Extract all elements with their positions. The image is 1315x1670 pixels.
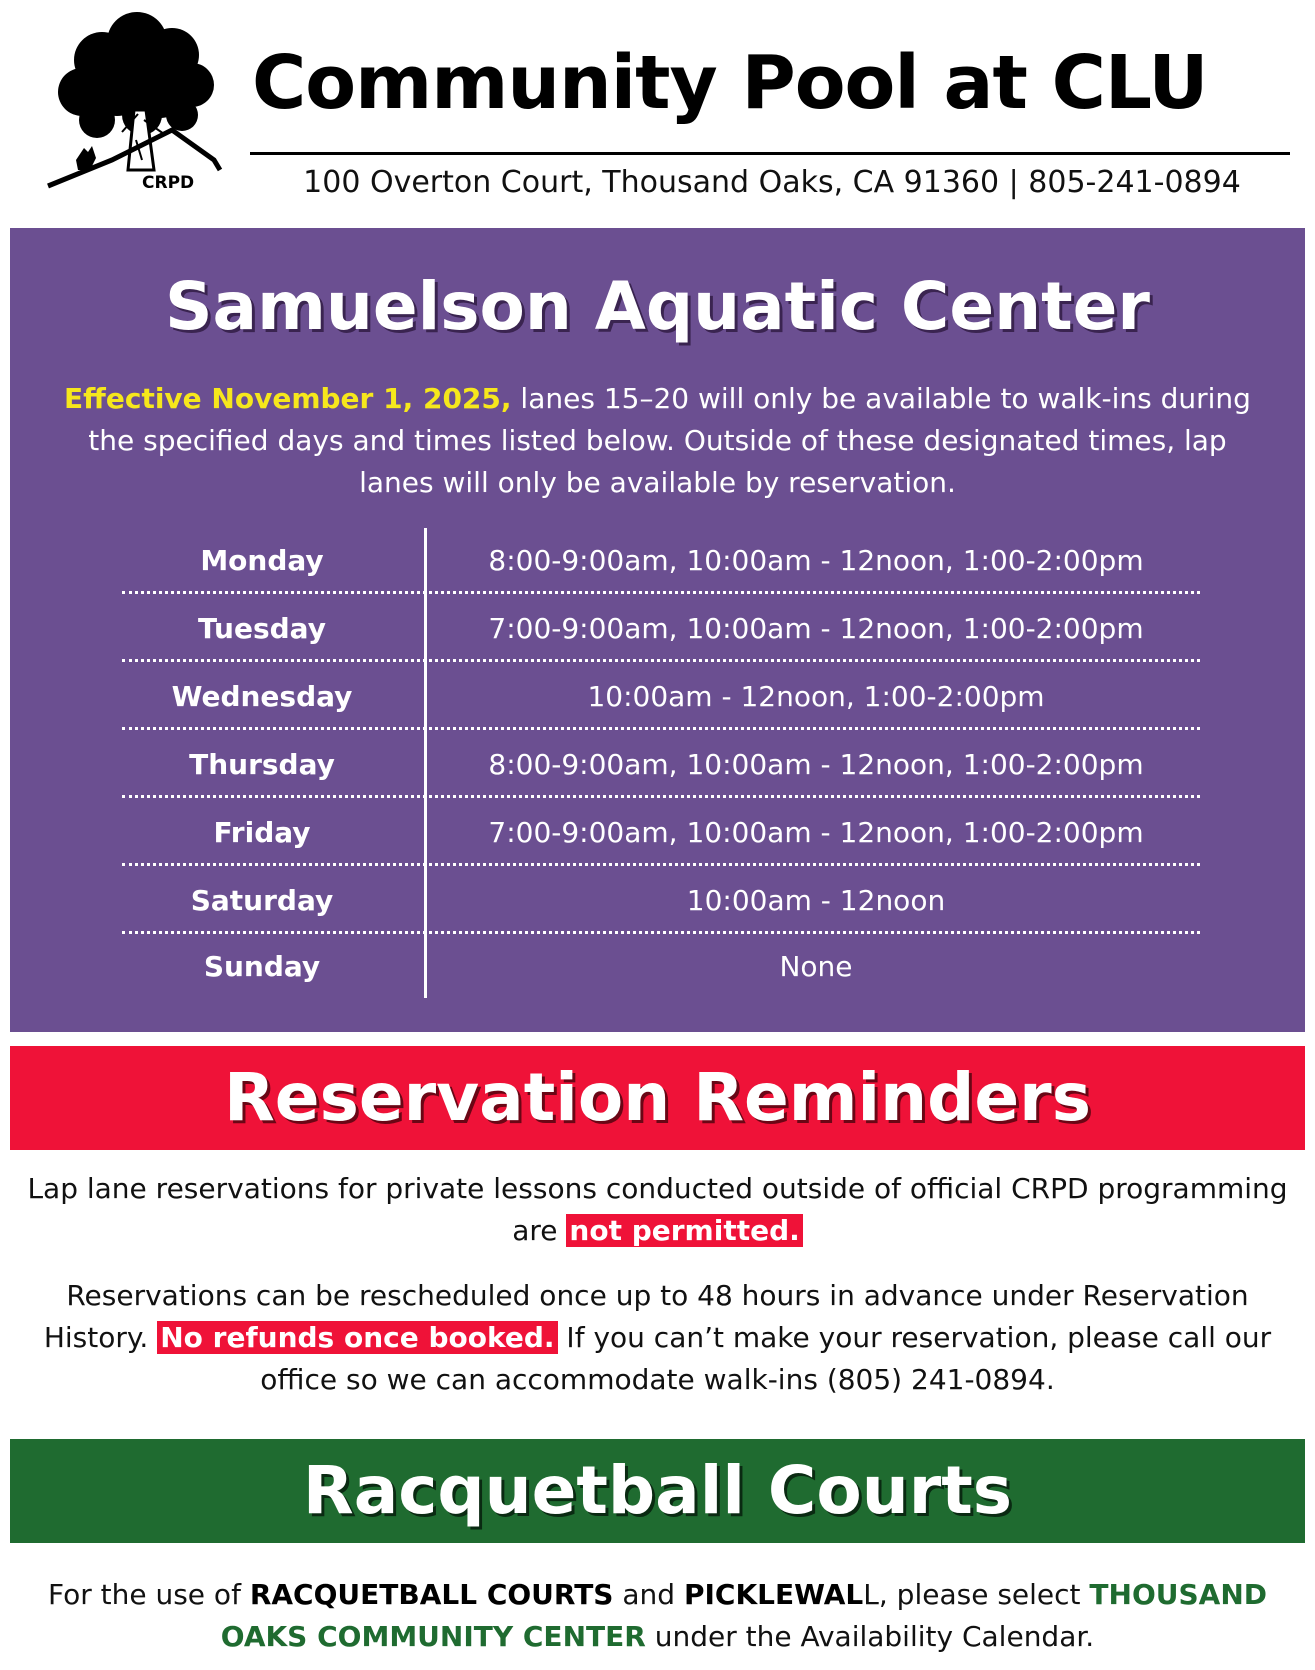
- schedule-day: Wednesday: [171, 680, 353, 713]
- crpd-tree-logo: [42, 10, 232, 200]
- schedule-row: [122, 868, 1200, 934]
- schedule-times: 8:00-9:00am, 10:00am - 12noon, 1:00-2:00pm: [488, 544, 1144, 577]
- dotted-separator: [122, 795, 1200, 798]
- schedule-day: Saturday: [190, 884, 334, 917]
- racquetball-text-b: and: [613, 1578, 684, 1611]
- racquetball-text-d: under the Availability Calendar.: [645, 1620, 1095, 1653]
- racquetball-courts-bold: RACQUETBALL COURTS: [249, 1578, 614, 1611]
- racquetball-courts-title: Racquetball Courts: [302, 1452, 1013, 1529]
- walk-in-schedule-table: [122, 528, 1200, 998]
- header-divider: [250, 152, 1290, 155]
- schedule-times: None: [779, 950, 853, 983]
- schedule-row: [122, 800, 1200, 866]
- aquatic-center-section: [10, 228, 1305, 1032]
- schedule-day: Friday: [213, 816, 311, 849]
- reschedule-text-a: Reservations can be rescheduled once up to 48 hours in advance under Reservation History.: [43, 1279, 1249, 1354]
- logo-text: CRPD: [142, 173, 195, 193]
- schedule-times: 8:00-9:00am, 10:00am - 12noon, 1:00-2:00pm: [488, 748, 1144, 781]
- reservation-reminders-banner: [10, 1046, 1305, 1150]
- private-lessons-text: Lap lane reservations for private lessons conducted outside of official CRPD programming are: [27, 1172, 1288, 1247]
- schedule-times: 10:00am - 12noon, 1:00-2:00pm: [587, 680, 1045, 713]
- reschedule-text-b: If you can’t make your reservation, please call our office so we can accommodate walk-ins (805) 241-0894.: [260, 1321, 1272, 1396]
- not-permitted-tag: not permitted.: [566, 1214, 802, 1247]
- schedule-row: [122, 664, 1200, 730]
- schedule-day: Tuesday: [198, 612, 326, 645]
- schedule-row: [122, 528, 1200, 594]
- racquetball-paragraph: [20, 1574, 1295, 1658]
- reservation-reminders-title: Reservation Reminders: [223, 1059, 1092, 1136]
- address-line: 100 Overton Court, Thousand Oaks, CA 91360 | 805-241-0894: [303, 165, 1241, 200]
- schedule-day: Monday: [200, 544, 324, 577]
- schedule-times: 7:00-9:00am, 10:00am - 12noon, 1:00-2:00pm: [488, 816, 1144, 849]
- aquatic-center-title: Samuelson Aquatic Center: [165, 268, 1150, 345]
- effective-date-highlight: Effective November 1, 2025,: [64, 382, 512, 415]
- aquatic-intro: [60, 378, 1255, 504]
- schedule-times: 7:00-9:00am, 10:00am - 12noon, 1:00-2:00pm: [488, 612, 1144, 645]
- page-title: Community Pool at CLU: [252, 40, 1208, 126]
- intro-text: lanes 15–20 will only be available to walk-ins during the specified days and times listed below. Outside of these designated times, lap lanes will only be available by reservation.: [88, 382, 1251, 499]
- schedule-row: [122, 934, 1200, 1000]
- dotted-separator: [122, 863, 1200, 866]
- reschedule-paragraph: [20, 1275, 1295, 1401]
- schedule-row: [122, 732, 1200, 798]
- schedule-row: [122, 596, 1200, 662]
- community-center-name: THOUSAND OAKS COMMUNITY CENTER: [220, 1578, 1268, 1653]
- schedule-times: 10:00am - 12noon: [686, 884, 946, 917]
- schedule-day: Sunday: [203, 950, 321, 983]
- no-refunds-tag: No refunds once booked.: [157, 1321, 557, 1354]
- racquetball-courts-banner: [10, 1439, 1305, 1543]
- dotted-separator: [122, 591, 1200, 594]
- private-lessons-paragraph: [20, 1168, 1295, 1252]
- picklewall-bold: PICKLEWAL: [683, 1578, 864, 1611]
- racquetball-text-a: For the use of: [47, 1578, 250, 1611]
- dotted-separator: [122, 659, 1200, 662]
- dotted-separator: [122, 727, 1200, 730]
- schedule-day: Thursday: [189, 748, 335, 781]
- racquetball-text-c: L, please select: [863, 1578, 1090, 1611]
